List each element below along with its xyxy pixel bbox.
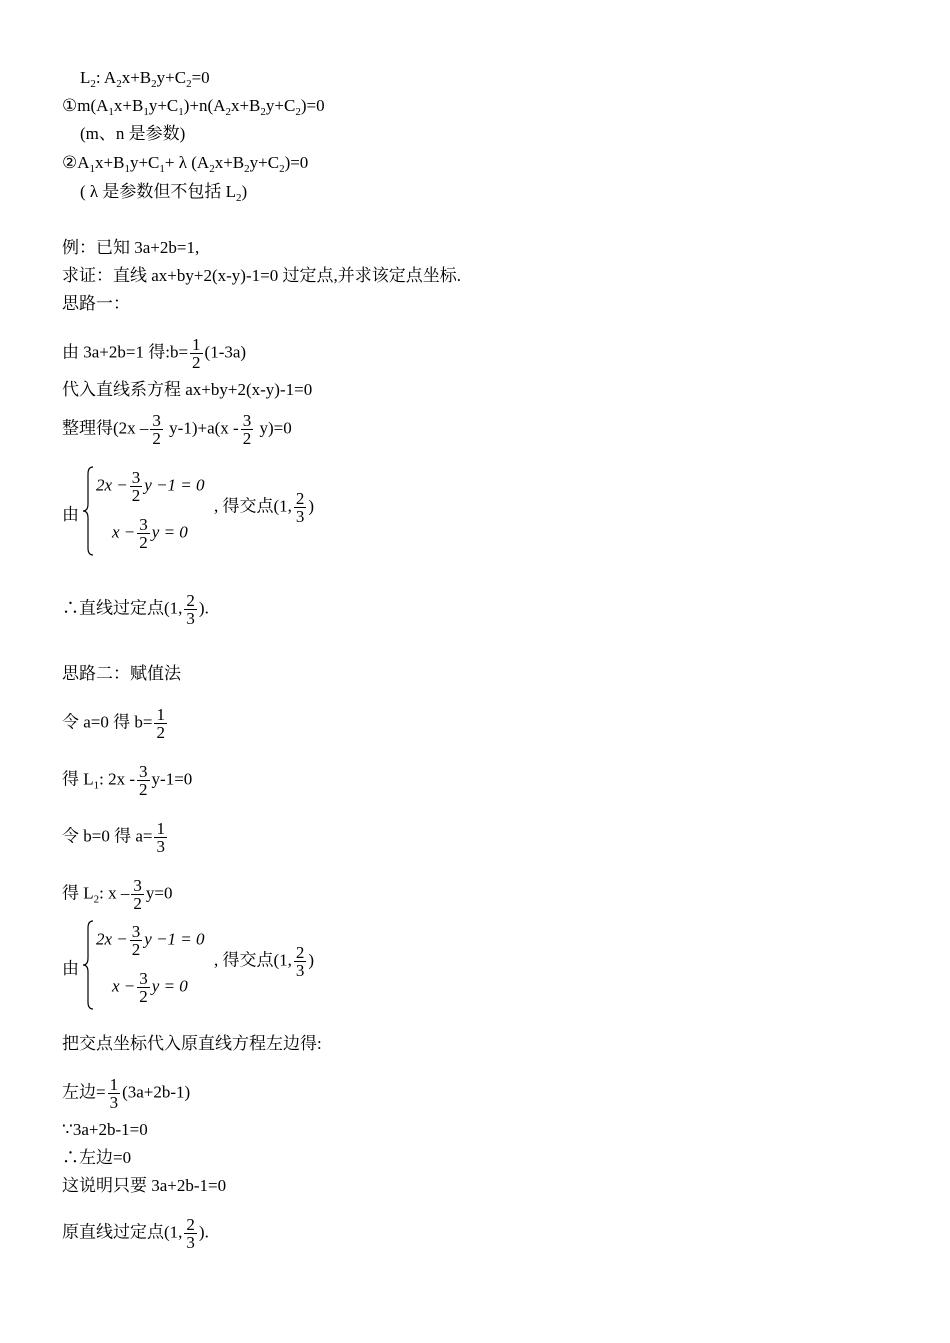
intersection-result: , 得交点(1, $\frac{2}{3}$ ) [214,489,315,526]
intersection-result: , 得交点(1, $\frac{2}{3}$ ) [214,943,315,980]
fraction: $\frac{3}{2}$ [139,762,148,799]
formula-l2: $L_2$: $A_2x+B_2y+C_2=0$ [80,68,210,90]
fraction: $\frac{3}{2}$ [131,922,141,959]
example-prove: 求证：直线 ax+by+2(x-y)-1=0 过定点,并求该定点坐标. [62,266,461,285]
approach-two-heading: 思路二：赋值法 [62,664,181,683]
step-solve-b: 由 3a+2b=1 得:b= $\frac{1}{2}$ (1-3a) [62,335,247,372]
left-brace-icon [82,466,94,556]
fraction: $\frac{1}{3}$ [156,819,165,856]
step-l1: 得 $L_1$: 2x - $\frac{3}{2}$ y-1=0 [62,762,193,799]
approach-one-heading: 思路一： [62,294,130,313]
fraction: $\frac{2}{3}$ [295,489,305,526]
note-params: (m、n 是参数) [80,124,186,143]
left-brace-icon [82,920,94,1010]
label-you: 由 [62,505,79,524]
note-lambda: ( λ 是参数但不包括 $L_2$) [80,182,248,204]
step-explain: 这说明只要 3a+2b-1=0 [62,1176,227,1195]
equation-1: 2x − $\frac{3}{2}$ y −1 = 0 [96,922,205,959]
formula-line-system-2: $②A_1x+B_1y+C_1+ \lambda$ $(A_2x+B_2y+C_2)=0$ [62,153,309,175]
step-a-zero: 令 a=0 得 b= $\frac{1}{2}$ [62,705,165,742]
step-l2: 得 $L_2$: x – $\frac{3}{2}$ y=0 [62,876,173,913]
fraction: $\frac{3}{2}$ [133,876,142,913]
step-b-zero: 令 b=0 得 a= $\frac{1}{3}$ [62,819,165,856]
step-because: ∵3a+2b-1=0 [62,1120,148,1139]
fraction: $\frac{1}{3}$ [109,1075,119,1112]
step-left-side: 左边= $\frac{1}{3}$ (3a+2b-1) [62,1075,191,1112]
formula-line-system-1: $①m(A_1x+B_1y+C_1)+n(A_2x+B_2y+C_2)=0$ [62,96,325,118]
equation-1: 2x − $\frac{3}{2}$ y −1 = 0 [96,468,205,505]
step-substitute-point: 把交点坐标代入原直线方程左边得: [62,1034,322,1053]
fraction: $\frac{3}{2}$ [242,411,252,448]
step-substitute: 代入直线系方程 ax+by+2(x-y)-1=0 [62,380,313,399]
fraction: $\frac{1}{2}$ [192,335,201,372]
example-given: 例：已知 3a+2b=1, [62,238,200,257]
fraction: $\frac{2}{3}$ [186,591,195,628]
fraction: $\frac{2}{3}$ [186,1215,195,1252]
equation-2: x − $\frac{3}{2}$ y = 0 [112,515,188,552]
fraction: $\frac{2}{3}$ [295,943,305,980]
fraction: $\frac{3}{2}$ [139,515,148,552]
label-you: 由 [62,959,79,978]
fraction: $\frac{3}{2}$ [139,969,148,1006]
step-rearrange: 整理得(2x – $\frac{3}{2}$ y-1)+a(x - $\frac{3}{2}$ y)=0 [62,411,292,448]
fraction: $\frac{3}{2}$ [152,411,161,448]
conclusion-two: 原直线过定点(1, $\frac{2}{3}$ ). [62,1215,209,1252]
step-therefore: ∴左边=0 [62,1148,132,1167]
fraction: $\frac{1}{2}$ [156,705,165,742]
conclusion-one: ∴直线过定点(1, $\frac{2}{3}$ ). [62,591,209,628]
fraction: $\frac{3}{2}$ [131,468,141,505]
equation-system-1 [62,466,392,556]
equation-system-2 [62,920,392,1010]
equation-2: x − $\frac{3}{2}$ y = 0 [112,969,188,1006]
